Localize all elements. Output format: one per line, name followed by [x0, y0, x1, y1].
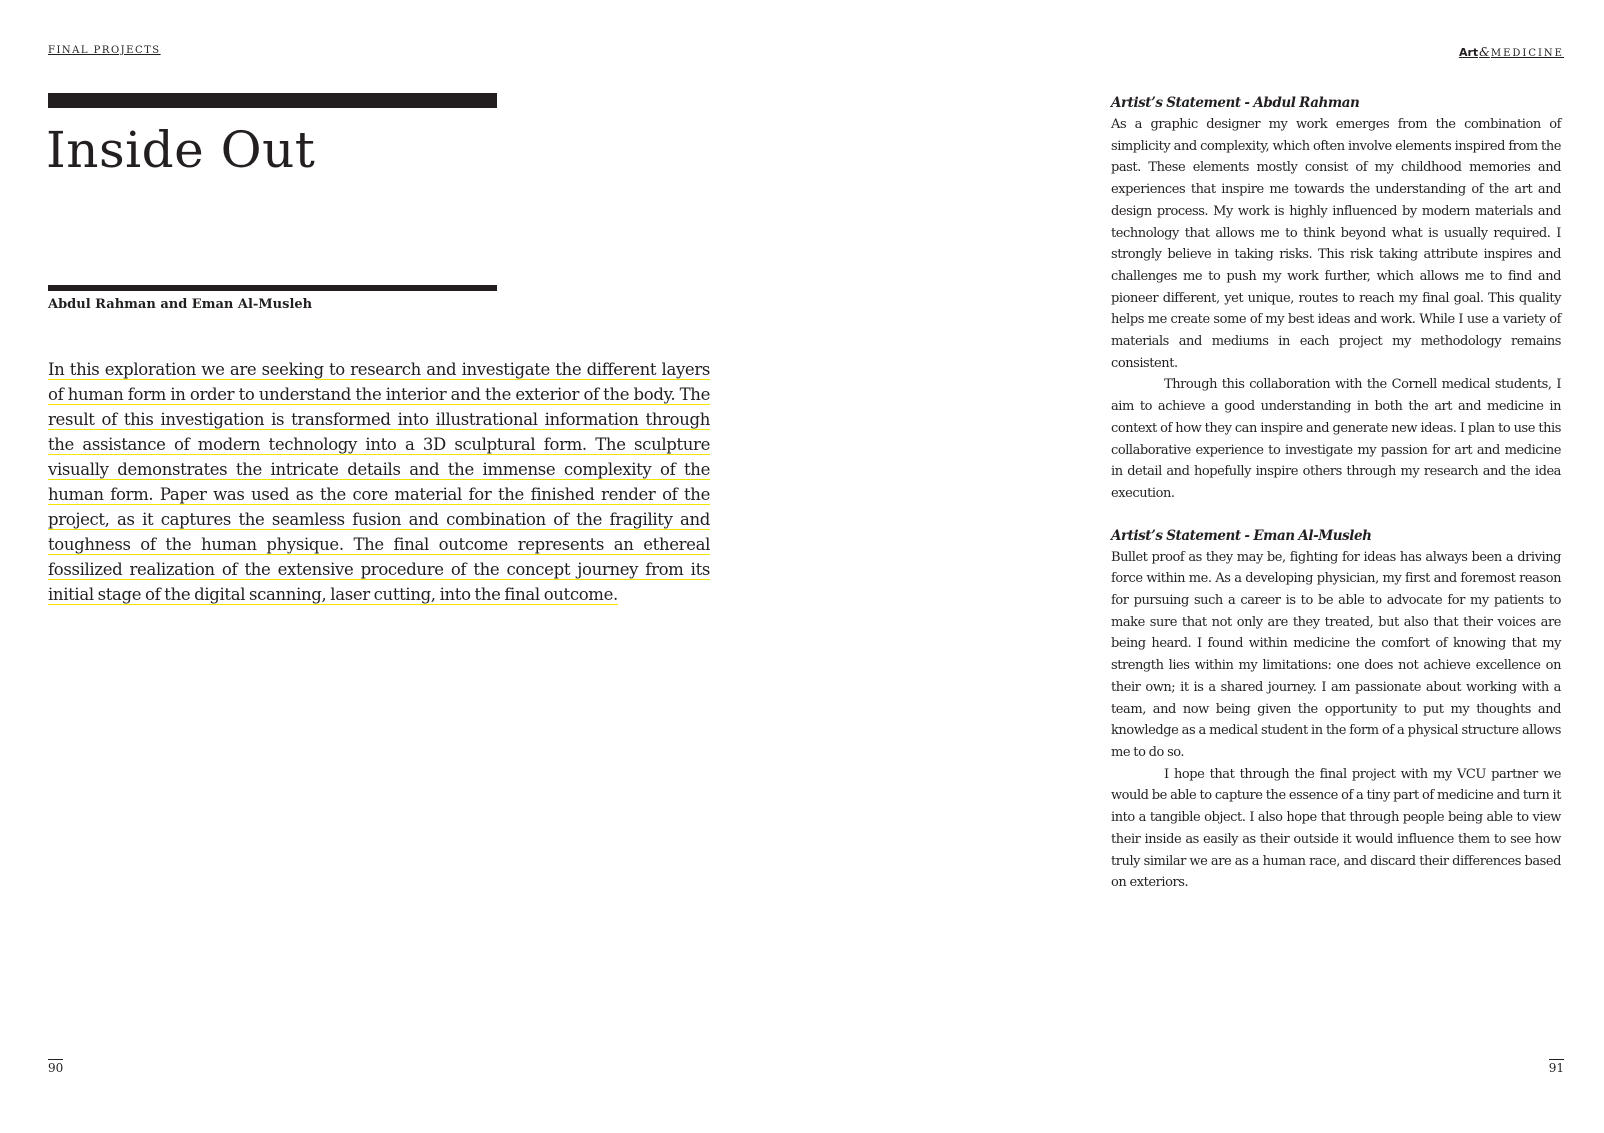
artist-statements	[1111, 93, 1561, 894]
statement-paragraph: I hope that through the final project with my VCU partner we would be able to capture the essence of a tiny part of medicine and turn it into a tangible object. I also hope that through people being able to view their inside as easily as their outside it would influence them to see how truly similar we are as a human race, and discard their differences based on exteriors.	[1111, 766, 1561, 891]
title-top-rule	[48, 93, 497, 108]
intro-paragraph	[48, 357, 710, 607]
section-spacer	[1111, 505, 1561, 526]
brand-medicine: MEDICINE	[1490, 48, 1564, 59]
page-number-left: 90	[48, 1061, 64, 1075]
statement-heading-abdul: Artist’s Statement - Abdul Rahman	[1111, 95, 1360, 111]
publication-brand	[1459, 45, 1564, 59]
statement-heading-eman: Artist’s Statement - Eman Al-Musleh	[1111, 527, 1372, 544]
statement-paragraph: As a graphic designer my work emerges from the combination of simplicity and complexity, which often involve elements inspired from the past. These elements mostly consist of my childhood memories and experiences that inspire me towards the understanding of the art and design process. My work is highly influenced by modern materials and technology that allows me to think beyond what is usually required. I strongly believe in taking risks. This risk taking attribute inspires and challenges me to push my work further, which allows me to find and pioneer different, yet unique, routes to reach my final goal. This quality helps me create some of my best ideas and work. While I use a variety of materials and mediums in each project my methodology remains consistent.	[1111, 117, 1561, 371]
brand-art: Art	[1458, 46, 1479, 59]
section-label: FINAL PROJECTS	[48, 45, 161, 56]
brand-ampersand: &	[1479, 45, 1490, 59]
article-authors: Abdul Rahman and Eman Al-Musleh	[48, 297, 313, 312]
article-title: Inside Out	[46, 121, 316, 179]
statement-paragraph: Through this collaboration with the Cornell medical students, I aim to achieve a good understanding in both the art and medicine in context of how they can inspire and generate new ideas. I plan to use this collaborative experience to investigate my passion for art and medicine in detail and hopefully inspire others through my research and the idea execution.	[1111, 377, 1561, 501]
intro-text: In this exploration we are seeking to research and investigate the different layers of human form in order to understand the interior and the exterior of the body. The result of this investigation is transformed into illustrational information through the assistance of modern technology into a 3D sculptural form. The sculpture visually demonstrates the intricate details and the immense complexity of the human form. Paper was used as the core material for the finished render of the project, as it captures the seamless fusion and combination of the fragility and toughness of the human physique. The final outcome represents an ethereal fossilized realization of the extensive procedure of the concept journey from its initial stage of the digital scanning, laser cutting, into the final outcome.	[48, 360, 710, 604]
page-number-right: 91	[1548, 1061, 1564, 1075]
title-bottom-rule	[48, 285, 497, 291]
statement-paragraph: Bullet proof as they may be, fighting for ideas has always been a driving force within me. As a developing physician, my first and foremost reason for pursuing such a career is to be able to advocate for my patients to make sure that not only are they treated, but also that their voices are being heard. I found within medicine the comfort of knowing that my strength lies within my limitations: one does not achieve excellence on their own; it is a shared journey. I am passionate about working with a team, and now being given the opportunity to put my thoughts and knowledge as a medical student in the form of a physical structure allows me to do so.	[1111, 549, 1561, 760]
